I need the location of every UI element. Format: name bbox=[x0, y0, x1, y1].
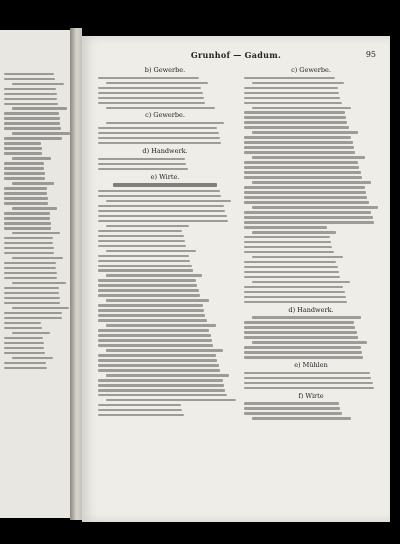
entry-line bbox=[244, 166, 359, 168]
entry-line bbox=[12, 332, 50, 334]
entry-line bbox=[4, 88, 56, 90]
entry-line bbox=[98, 394, 227, 396]
entry-line bbox=[4, 287, 59, 289]
entry-line bbox=[98, 354, 216, 356]
entry-line bbox=[98, 344, 213, 346]
entry-line bbox=[106, 299, 209, 301]
page-header: Grunhof — Gadum. bbox=[190, 50, 282, 60]
entry-line bbox=[98, 269, 193, 271]
entry-line bbox=[4, 177, 45, 179]
entry-line bbox=[98, 92, 203, 94]
section-heading: c) Gewerbe. bbox=[291, 66, 331, 74]
entry-line bbox=[4, 342, 44, 344]
entry-line bbox=[4, 187, 47, 189]
entry-line bbox=[252, 82, 344, 84]
entry-line bbox=[98, 289, 199, 291]
entry-line bbox=[98, 334, 211, 336]
section-heading: f) Wirte bbox=[298, 391, 324, 400]
entry-line bbox=[244, 246, 332, 248]
entry-line bbox=[98, 210, 225, 212]
entry-line bbox=[4, 237, 53, 239]
entry-line bbox=[244, 321, 354, 323]
entry-line bbox=[252, 156, 365, 158]
entry-line bbox=[244, 286, 343, 288]
entry-line bbox=[106, 349, 223, 351]
entry-line bbox=[244, 221, 374, 223]
entry-line bbox=[244, 201, 369, 203]
entry-line bbox=[4, 167, 44, 169]
entry-line bbox=[4, 122, 60, 124]
entry-line bbox=[244, 111, 345, 113]
entry-line bbox=[244, 116, 346, 118]
entry-line bbox=[106, 250, 196, 252]
entry-line bbox=[4, 73, 54, 75]
entry-line bbox=[244, 226, 327, 228]
entry-line bbox=[98, 279, 196, 281]
entry-line bbox=[244, 372, 370, 374]
entry-line bbox=[98, 364, 219, 366]
entry-line bbox=[244, 276, 340, 278]
entry-line bbox=[4, 317, 62, 319]
entry-line bbox=[98, 414, 184, 416]
entry-line bbox=[244, 326, 355, 328]
entry-line bbox=[98, 137, 220, 139]
entry-line bbox=[12, 282, 66, 284]
entry-line bbox=[98, 404, 181, 406]
entry-line bbox=[244, 161, 358, 163]
entry-line bbox=[244, 151, 355, 153]
entry-line bbox=[244, 121, 347, 123]
entry-line bbox=[12, 157, 51, 159]
entry-line bbox=[106, 274, 202, 276]
entry-line bbox=[98, 240, 185, 242]
entry-line bbox=[4, 98, 57, 100]
entry-line bbox=[98, 87, 201, 89]
entry-line bbox=[98, 314, 205, 316]
entry-line bbox=[4, 322, 41, 324]
entry-line bbox=[12, 83, 64, 85]
entry-line bbox=[98, 329, 209, 331]
entry-line bbox=[98, 235, 184, 237]
entry-line bbox=[252, 316, 361, 318]
entry-line bbox=[244, 412, 342, 414]
entry-line bbox=[98, 215, 227, 217]
entry-line bbox=[4, 152, 42, 154]
entry-line bbox=[98, 389, 225, 391]
entry-line bbox=[244, 387, 374, 389]
entry-line bbox=[98, 168, 188, 170]
entry-line bbox=[244, 136, 351, 138]
entry-line bbox=[252, 281, 350, 283]
entry-line bbox=[4, 162, 44, 164]
entry-line bbox=[252, 206, 378, 208]
section-heading: e) Wirte. bbox=[150, 172, 180, 181]
entry-line bbox=[98, 339, 212, 341]
entry-line bbox=[244, 196, 367, 198]
entry-line bbox=[106, 324, 216, 326]
entry-line bbox=[98, 294, 200, 296]
entry-line bbox=[98, 190, 220, 192]
entry-line bbox=[98, 220, 228, 222]
entry-line bbox=[98, 97, 204, 99]
entry-line bbox=[4, 252, 54, 254]
entry-line bbox=[244, 407, 340, 409]
entry-line bbox=[244, 141, 353, 143]
entry-line bbox=[12, 257, 63, 259]
entry-line bbox=[4, 147, 42, 149]
entry-line bbox=[98, 142, 221, 144]
left-column bbox=[98, 64, 232, 419]
entry-line bbox=[106, 399, 236, 401]
entry-line bbox=[106, 225, 189, 227]
entry-line bbox=[244, 102, 342, 104]
entry-line bbox=[4, 93, 57, 95]
entry-line bbox=[106, 122, 224, 124]
entry-line bbox=[98, 359, 217, 361]
entry-line bbox=[98, 245, 186, 247]
entry-line bbox=[4, 292, 59, 294]
entry-line bbox=[98, 132, 219, 134]
section-heading: d) Handwerk. bbox=[288, 305, 334, 314]
entry-line bbox=[244, 186, 365, 188]
entry-line bbox=[244, 97, 340, 99]
entry-line bbox=[12, 207, 57, 209]
entry-line bbox=[252, 256, 343, 258]
entry-line bbox=[98, 304, 203, 306]
entry-line bbox=[244, 146, 354, 148]
entry-line bbox=[98, 127, 217, 129]
entry-line bbox=[252, 417, 351, 419]
left-page-edge bbox=[0, 30, 71, 518]
entry-line bbox=[98, 384, 224, 386]
entry-line bbox=[98, 265, 192, 267]
entry-line bbox=[106, 200, 231, 202]
entry-line bbox=[244, 171, 361, 173]
entry-line bbox=[4, 362, 46, 364]
entry-line bbox=[4, 127, 61, 129]
entry-line bbox=[113, 183, 218, 187]
section-heading: c) Gewerbe. bbox=[145, 111, 185, 120]
entry-line bbox=[12, 182, 54, 184]
entry-line bbox=[106, 374, 229, 376]
section-heading: d) Handwerk. bbox=[142, 147, 188, 155]
entry-line bbox=[244, 261, 336, 263]
entry-line bbox=[244, 377, 371, 379]
book-spine bbox=[70, 28, 82, 520]
entry-line bbox=[98, 163, 186, 165]
page bbox=[82, 36, 390, 522]
entry-line bbox=[4, 267, 56, 269]
entry-line bbox=[4, 212, 50, 214]
entry-line bbox=[244, 241, 331, 243]
entry-line bbox=[4, 217, 50, 219]
entry-line bbox=[4, 137, 62, 139]
entry-line bbox=[4, 192, 47, 194]
entry-line bbox=[244, 331, 357, 333]
entry-line bbox=[4, 103, 58, 105]
entry-line bbox=[4, 142, 41, 144]
entry-line bbox=[12, 357, 53, 359]
entry-line bbox=[244, 291, 345, 293]
entry-line bbox=[252, 131, 358, 133]
entry-line bbox=[4, 247, 54, 249]
entry-line bbox=[98, 379, 223, 381]
entry-line bbox=[98, 369, 220, 371]
entry-line bbox=[98, 260, 190, 262]
entry-line bbox=[4, 327, 42, 329]
entry-line bbox=[4, 347, 44, 349]
entry-line bbox=[4, 352, 45, 354]
entry-line bbox=[4, 367, 47, 369]
page-number: 95 bbox=[365, 50, 376, 59]
entry-line bbox=[12, 132, 70, 134]
entry-line bbox=[244, 382, 373, 384]
entry-line bbox=[4, 302, 60, 304]
right-column bbox=[244, 64, 378, 422]
entry-line bbox=[98, 409, 182, 411]
entry-line bbox=[98, 284, 197, 286]
entry-line bbox=[12, 232, 60, 234]
entry-line bbox=[98, 230, 182, 232]
entry-line bbox=[244, 236, 330, 238]
entry-line bbox=[4, 272, 57, 274]
entry-line bbox=[244, 87, 338, 89]
entry-line bbox=[244, 402, 339, 404]
entry-line bbox=[252, 181, 371, 183]
entry-line bbox=[98, 255, 189, 257]
entry-line bbox=[244, 266, 338, 268]
entry-line bbox=[98, 195, 221, 197]
section-heading: b) Gewerbe. bbox=[144, 66, 186, 74]
entry-line bbox=[244, 77, 335, 79]
entry-line bbox=[4, 297, 60, 299]
entry-line bbox=[244, 126, 349, 128]
entry-line bbox=[98, 319, 207, 321]
entry-line bbox=[4, 112, 59, 114]
entry-line bbox=[98, 102, 205, 104]
entry-line bbox=[244, 216, 373, 218]
entry-line bbox=[98, 77, 199, 79]
entry-line bbox=[4, 242, 53, 244]
entry-line bbox=[98, 158, 185, 160]
entry-line bbox=[4, 117, 60, 119]
entry-line bbox=[244, 336, 358, 338]
entry-line bbox=[106, 82, 208, 84]
entry-line bbox=[4, 227, 51, 229]
entry-line bbox=[244, 301, 347, 303]
entry-line bbox=[4, 197, 48, 199]
entry-line bbox=[244, 251, 334, 253]
entry-line bbox=[106, 107, 215, 109]
entry-line bbox=[4, 337, 43, 339]
entry-line bbox=[4, 222, 51, 224]
entry-line bbox=[252, 341, 367, 343]
entry-line bbox=[4, 172, 45, 174]
entry-line bbox=[244, 211, 371, 213]
entry-line bbox=[244, 351, 362, 353]
entry-line bbox=[4, 277, 57, 279]
section-heading: e) Mühlen bbox=[294, 361, 328, 370]
entry-line bbox=[4, 312, 62, 314]
entry-line bbox=[12, 307, 69, 309]
entry-line bbox=[244, 356, 363, 358]
entry-line bbox=[244, 191, 366, 193]
entry-line bbox=[244, 346, 361, 348]
entry-line bbox=[244, 296, 346, 298]
entry-line bbox=[98, 309, 204, 311]
entry-line bbox=[4, 202, 48, 204]
entry-line bbox=[4, 78, 55, 80]
left-page-text bbox=[4, 70, 64, 372]
entry-line bbox=[244, 271, 339, 273]
entry-line bbox=[244, 92, 339, 94]
entry-line bbox=[98, 205, 224, 207]
entry-line bbox=[252, 231, 336, 233]
entry-line bbox=[12, 107, 67, 109]
entry-line bbox=[4, 262, 56, 264]
entry-line bbox=[244, 176, 362, 178]
entry-line bbox=[252, 107, 351, 109]
